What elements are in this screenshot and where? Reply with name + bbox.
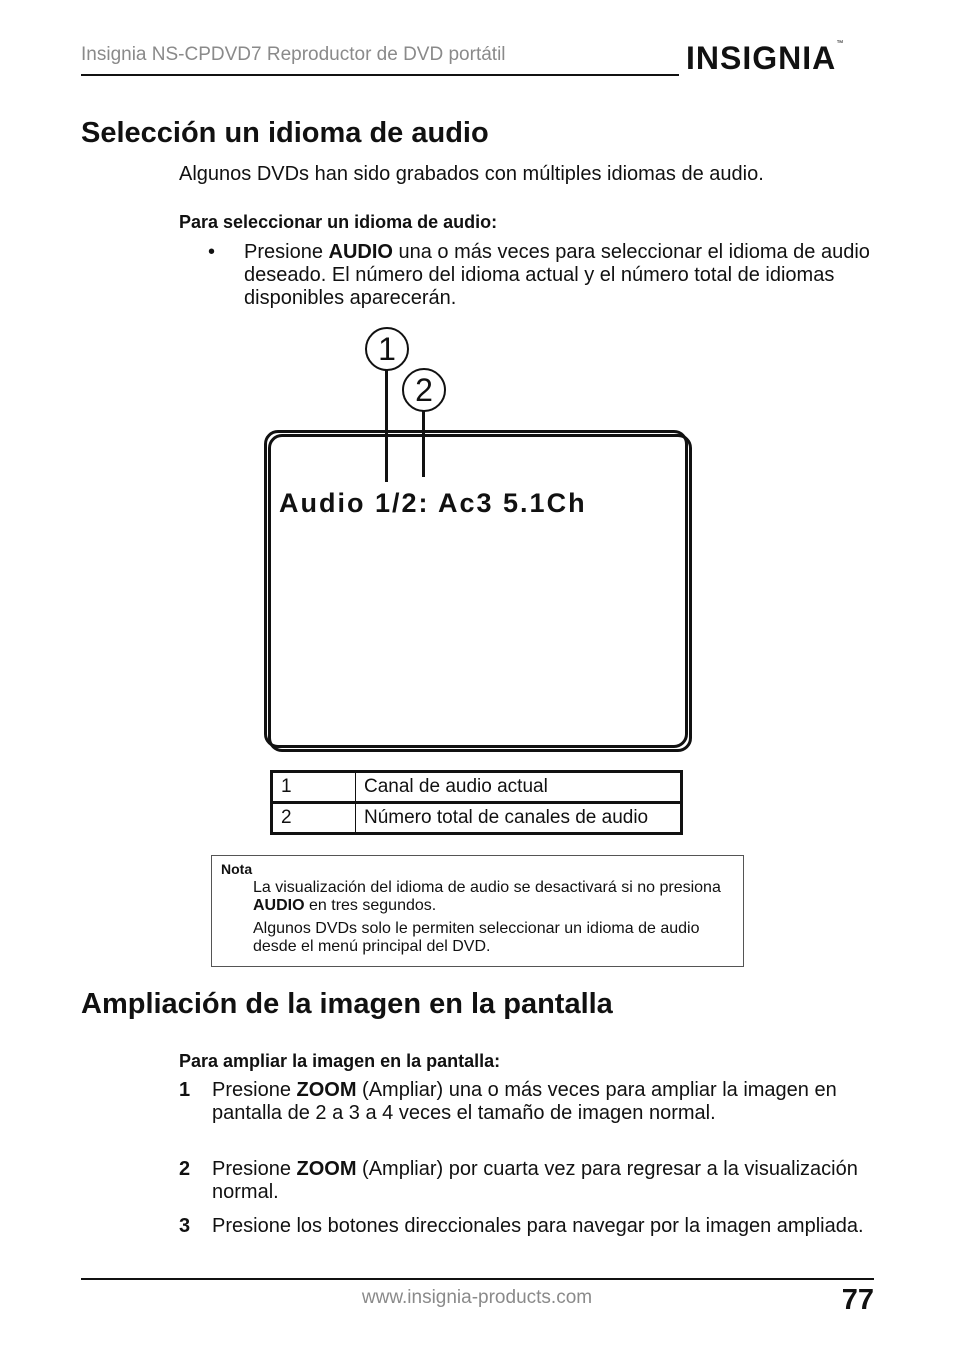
footer-rule	[81, 1278, 874, 1280]
step-1-after: (Ampliar) una o más veces para ampliar la imagen en pantalla de 2 a 3 a 4 veces el tamaño de imagen normal.	[212, 1079, 837, 1124]
callout-legend-table	[270, 770, 683, 835]
page-number: 77	[841, 1284, 874, 1316]
step-2-before: Presione	[212, 1158, 297, 1180]
procedure-title-zoom: Para ampliar la imagen en la pantalla:	[179, 1051, 501, 1071]
table-row	[272, 803, 682, 834]
note-title: Nota	[221, 861, 253, 877]
note-1-after: en tres segundos.	[304, 897, 437, 914]
procedure-title-audio: Para seleccionar un idioma de audio:	[179, 212, 498, 232]
step-2-after: (Ampliar) por cuarta vez para regresar a la visualización normal.	[212, 1158, 858, 1203]
logo-trademark: ™	[836, 40, 845, 47]
step-text	[212, 1079, 867, 1125]
legend-num: 2	[272, 803, 356, 834]
bullet-text-before: Presione	[244, 241, 329, 263]
step-number: 2	[179, 1158, 191, 1180]
note-1-before: La visualización del idioma de audio se desactivará si no presiona	[253, 879, 721, 896]
footer-url: www.insignia-products.com	[361, 1287, 593, 1308]
legend-num: 1	[272, 772, 356, 803]
legend-desc: Canal de audio actual	[356, 772, 682, 803]
zoom-keyword: ZOOM	[296, 1158, 357, 1180]
callout-2-leader	[422, 410, 425, 477]
step-text	[212, 1158, 867, 1204]
callout-1: 1	[365, 327, 409, 371]
screen-diagram	[264, 430, 688, 748]
osd-audio-text: Audio 1/2: Ac3 5.1Ch	[279, 488, 587, 518]
note-line-1	[253, 879, 723, 915]
step-text: Presione los botones direccionales para navegar por la imagen ampliada.	[212, 1215, 864, 1237]
insignia-logo	[686, 40, 844, 77]
section-intro: Algunos DVDs han sido grabados con múltiples idiomas de audio.	[179, 163, 764, 185]
header-title: Insignia NS-CPDVD7 Reproductor de DVD portátil	[81, 44, 506, 65]
bullet-instruction	[244, 241, 884, 310]
header-rule	[81, 74, 679, 76]
note-audio-keyword: AUDIO	[253, 897, 305, 914]
table-row	[272, 772, 682, 803]
bullet-marker: •	[208, 241, 216, 263]
callout-2: 2	[402, 368, 446, 412]
step-number: 3	[179, 1215, 191, 1237]
logo-text: INSIGNIA	[686, 40, 837, 76]
legend-desc: Número total de canales de audio	[356, 803, 682, 834]
callout-1-leader	[385, 369, 388, 482]
audio-keyword: AUDIO	[328, 241, 393, 263]
section-title-audio-language: Selección un idioma de audio	[81, 117, 489, 149]
zoom-keyword: ZOOM	[296, 1079, 357, 1101]
step-number: 1	[179, 1079, 191, 1101]
note-line-2: Algunos DVDs solo le permiten seleccionar un idioma de audio desde el menú principal del DVD.	[253, 920, 700, 955]
bullet-text-after: una o más veces para seleccionar el idioma de audio deseado. El número del idioma actual y el número total de idiomas disponibles aparecerán.	[244, 241, 870, 309]
step-1-before: Presione	[212, 1079, 297, 1101]
section-title-zoom: Ampliación de la imagen en la pantalla	[81, 988, 613, 1020]
